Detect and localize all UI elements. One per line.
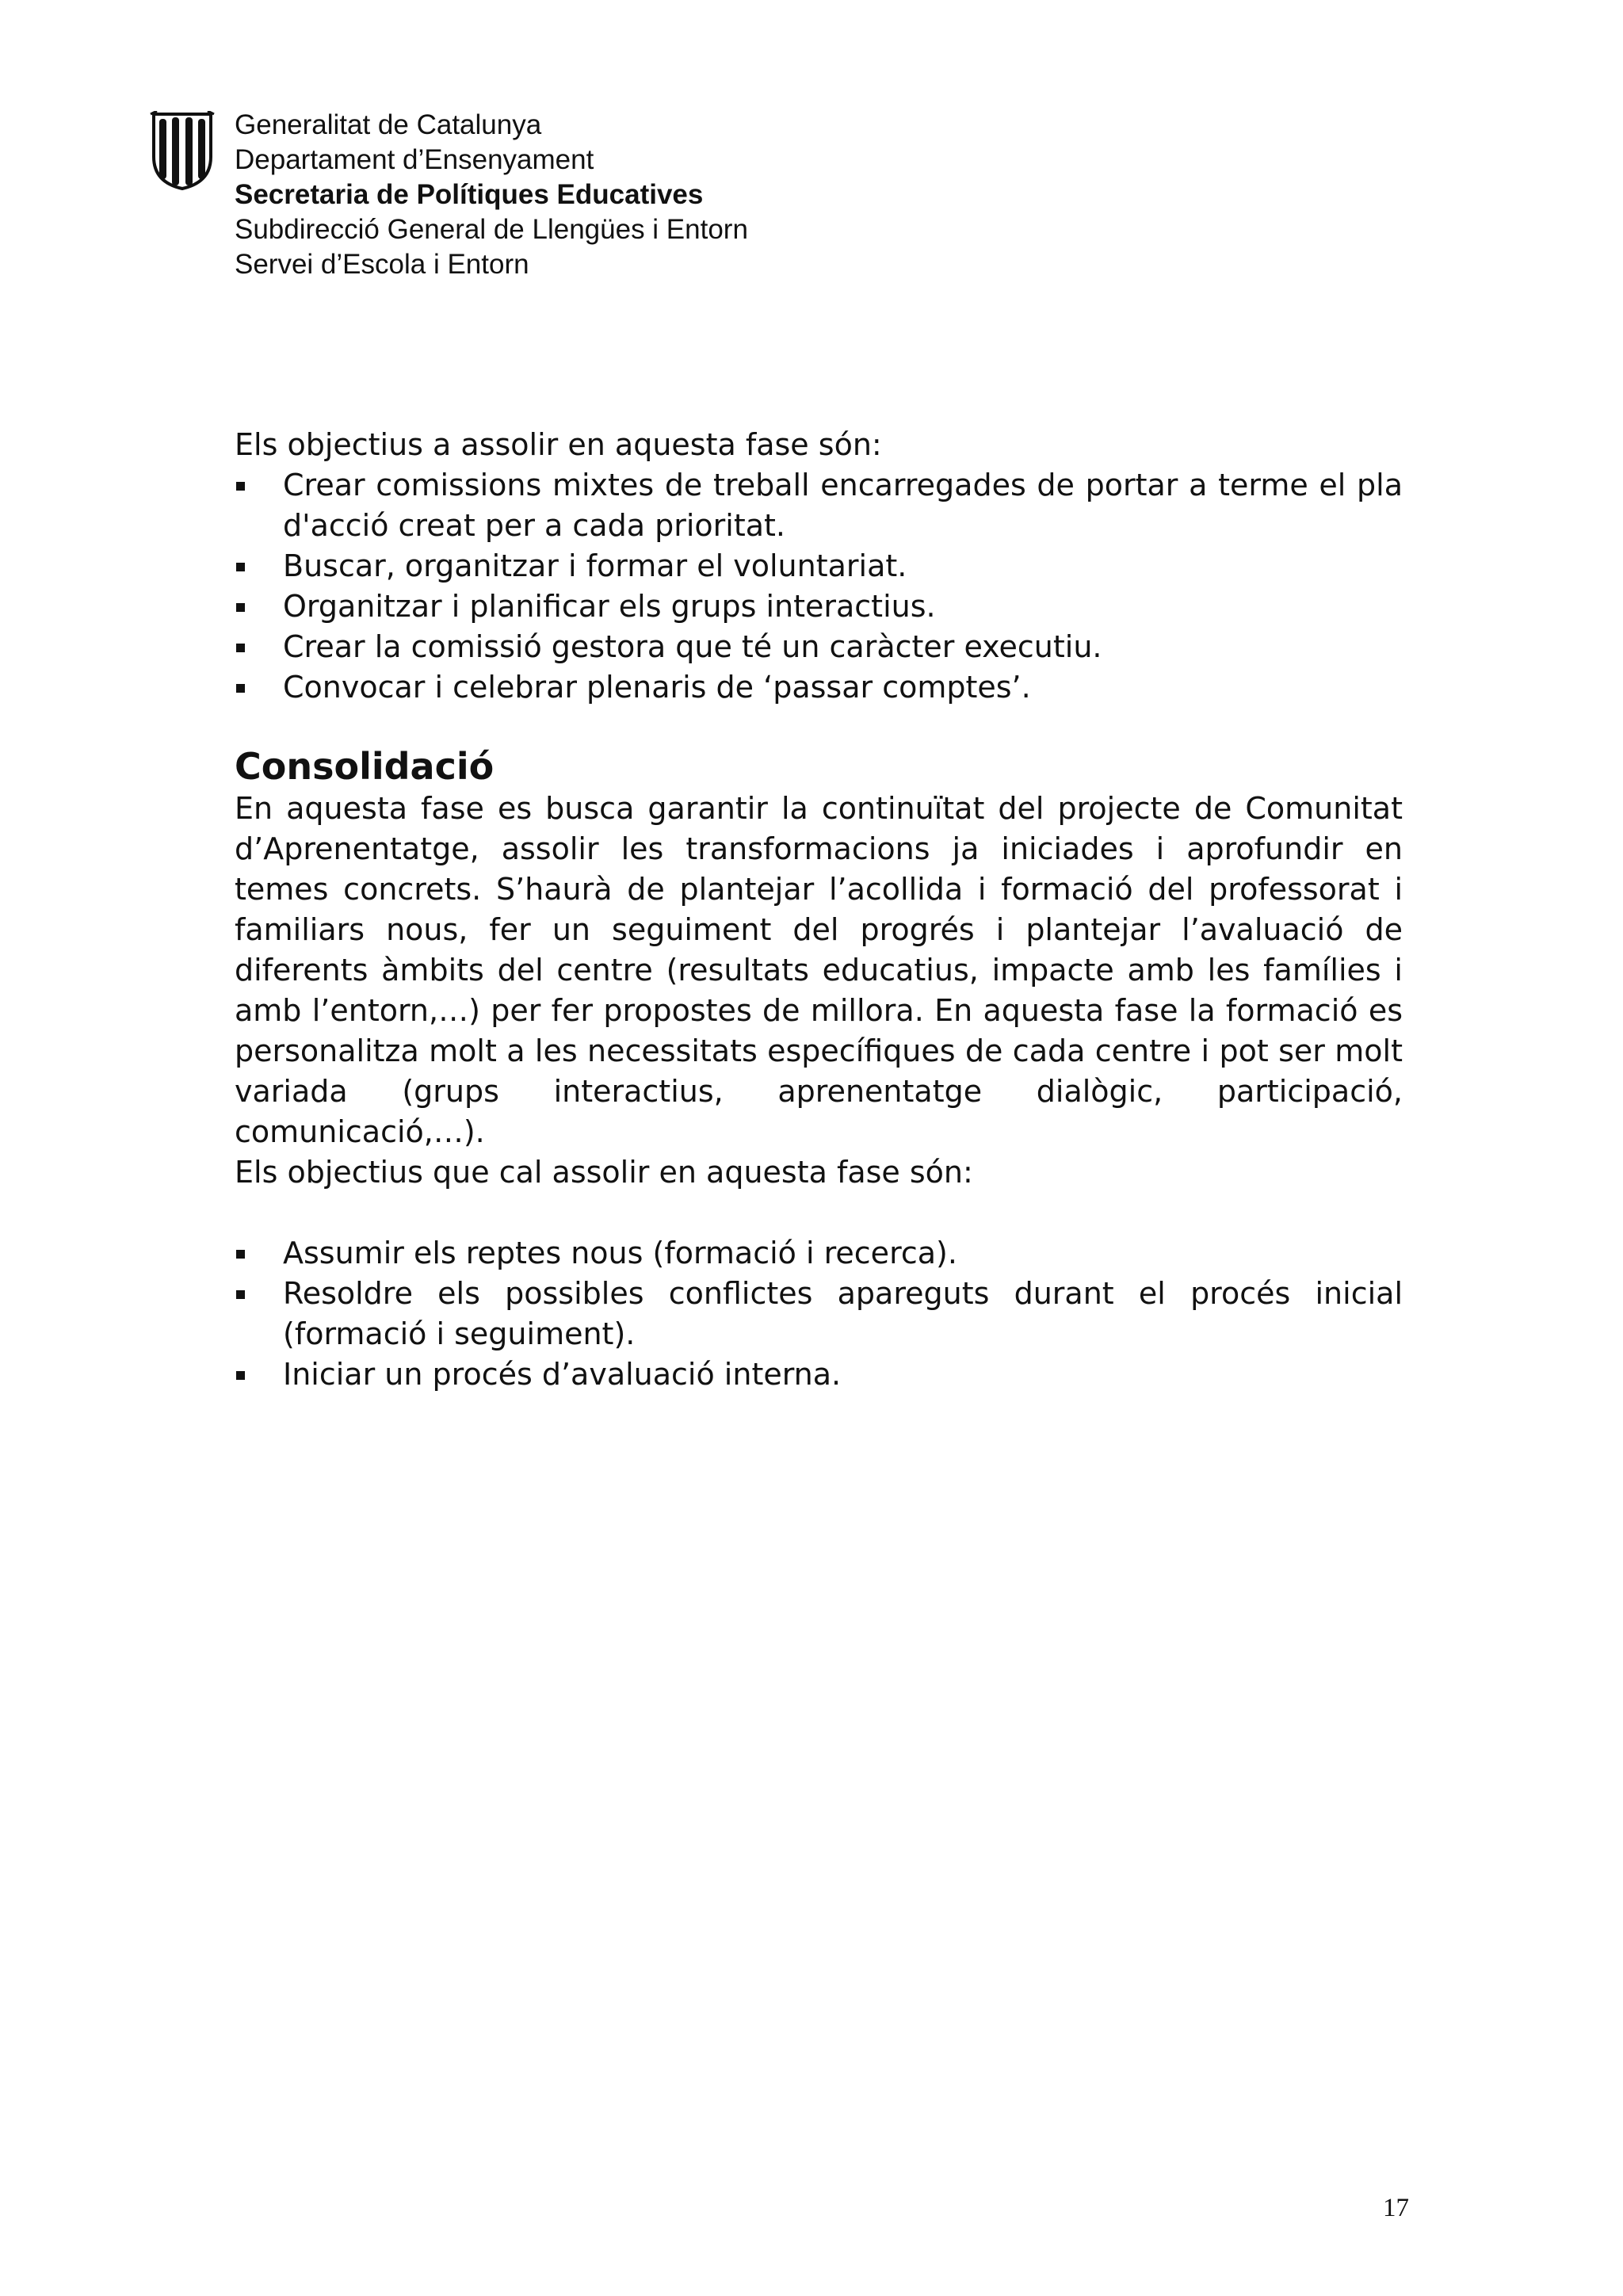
list-item xyxy=(235,1354,1403,1395)
list-item-text: Resoldre els possibles conflictes apareguts durant el procés inicial (formació i seguiment). xyxy=(283,1276,1403,1351)
square-bullet-icon xyxy=(236,1371,245,1380)
page-content xyxy=(235,425,1403,1395)
list-item-text: Iniciar un procés d’avaluació interna. xyxy=(283,1357,842,1392)
list-item-text: Crear la comissió gestora que té un caràcter executiu. xyxy=(283,629,1102,664)
senyera-coat-of-arms-icon xyxy=(149,111,216,190)
list-item xyxy=(235,1274,1403,1354)
letterhead xyxy=(149,108,862,298)
square-bullet-icon xyxy=(236,644,245,652)
square-bullet-icon xyxy=(236,684,245,693)
square-bullet-icon xyxy=(236,1250,245,1259)
consolidacio-body: En aquesta fase es busca garantir la continuïtat del projecte de Comunitat d’Aprenentatge, assolir les transformacions ja iniciades i aprofundir en temes concrets. S’haurà de plantejar l’acollida i formació del professorat i familiars nous, fer un seguiment del progrés i plantejar l’avaluació de diferents àmbits del centre (resultats educatius, impacte amb les famílies i amb l’entorn,…) per fer propostes de millora. En aquesta fase la formació es personalitza molt a les necessitats específiques de cada centre i pot ser molt variada (grups interactius, aprenentatge dialògic, participació, comunicació,…). xyxy=(235,791,1403,1149)
list-item-text: Organitzar i planificar els grups interactius. xyxy=(283,589,936,624)
list-item-text: Convocar i celebrar plenaris de ‘passar comptes’. xyxy=(283,670,1031,705)
paragraph-spacer xyxy=(235,1193,1403,1233)
list-item-text: Buscar, organitzar i formar el voluntariat. xyxy=(283,548,907,583)
square-bullet-icon xyxy=(236,603,245,612)
list-item-text: Assumir els reptes nous (formació i recerca). xyxy=(283,1236,957,1270)
org-name: Generalitat de Catalunya xyxy=(235,109,542,140)
square-bullet-icon xyxy=(236,482,245,491)
intro-lead: Els objectius a assolir en aquesta fase són: xyxy=(235,427,882,462)
secretariat-name: Secretaria de Polítiques Educatives xyxy=(235,179,704,210)
intro-objectives-list xyxy=(235,465,1403,708)
square-bullet-icon xyxy=(236,563,245,571)
list-item xyxy=(235,627,1403,667)
list-item xyxy=(235,546,1403,586)
list-item xyxy=(235,1233,1403,1274)
consolidacio-objectives-list xyxy=(235,1233,1403,1395)
section-heading-consolidacio: Consolidació xyxy=(235,745,495,788)
list-item xyxy=(235,667,1403,708)
subdirectorate-name: Subdirecció General de Llengües i Entorn xyxy=(235,214,748,245)
list-item xyxy=(235,465,1403,546)
consolidacio-lead: Els objectius que cal assolir en aquesta fase són: xyxy=(235,1155,973,1190)
list-item-text: Crear comissions mixtes de treball encarregades de portar a terme el pla d'acció creat per a cada prioritat. xyxy=(283,468,1403,543)
department-name: Departament d’Ensenyament xyxy=(235,144,594,175)
list-item xyxy=(235,586,1403,627)
square-bullet-icon xyxy=(236,1290,245,1299)
service-name: Servei d’Escola i Entorn xyxy=(235,249,529,280)
page-number: 17 xyxy=(1383,2194,1409,2222)
organization-lines xyxy=(235,108,748,282)
